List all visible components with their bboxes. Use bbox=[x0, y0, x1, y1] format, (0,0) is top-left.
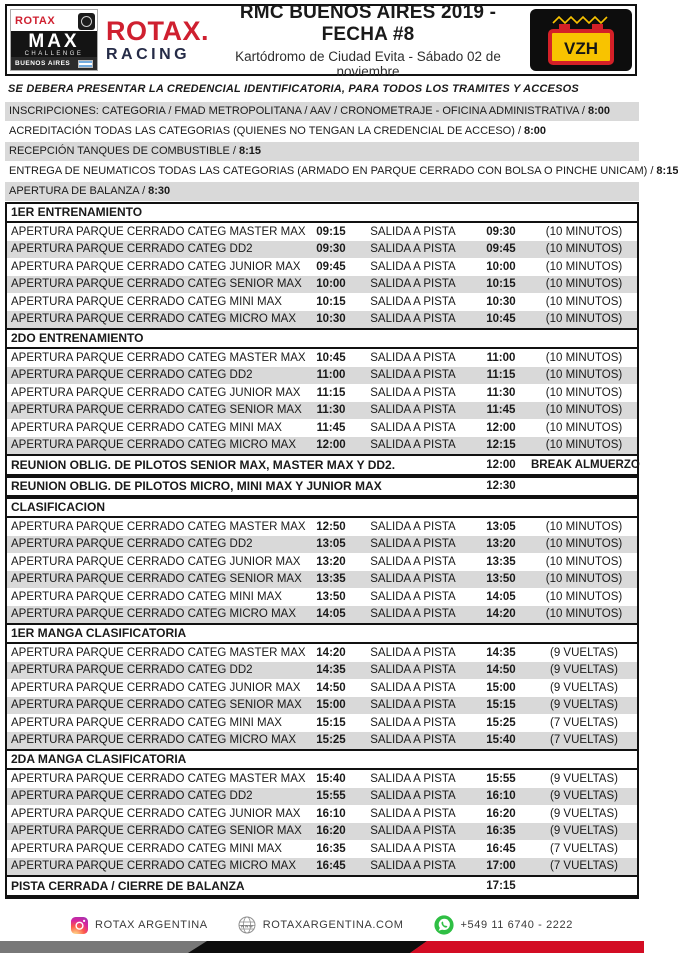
cell-salida: SALIDA A PISTA bbox=[370, 807, 456, 820]
cell-open-time: 09:30 bbox=[316, 243, 346, 256]
cell-salida: SALIDA A PISTA bbox=[370, 825, 456, 838]
cell-label: REUNION OBLIG. DE PILOTOS MICRO, MINI MAX Y JUNIOR MAX bbox=[11, 479, 382, 494]
cell-duration: (9 VUELTAS) bbox=[550, 646, 618, 659]
cell-open-time: 13:35 bbox=[316, 573, 346, 586]
cell-label: APERTURA PARQUE CERRADO CATEG DD2 bbox=[11, 369, 253, 382]
cell-note: BREAK ALMUERZO bbox=[531, 458, 640, 471]
cell-label: APERTURA PARQUE CERRADO CATEG MINI MAX bbox=[11, 421, 282, 434]
preamble-text: INSCRIPCIONES: CATEGORIA / FMAD METROPOLITANA / AAV / CRONOMETRAJE - OFICINA ADMINISTRATIVA / bbox=[9, 105, 585, 117]
cell-open-time: 16:20 bbox=[316, 825, 346, 838]
cell-duration: (10 MINUTOS) bbox=[545, 278, 623, 291]
cell-duration: (7 VUELTAS) bbox=[550, 734, 618, 747]
cell-salida: SALIDA A PISTA bbox=[370, 664, 456, 677]
cell-label: APERTURA PARQUE CERRADO CATEG JUNIOR MAX bbox=[11, 681, 301, 694]
cell-duration: (10 MINUTOS) bbox=[545, 404, 623, 417]
cell-label: APERTURA PARQUE CERRADO CATEG SENIOR MAX bbox=[11, 699, 302, 712]
footer bbox=[0, 911, 644, 939]
logo-max-top bbox=[11, 10, 97, 31]
header bbox=[5, 1, 637, 79]
website-link[interactable] bbox=[238, 916, 404, 934]
cell-open-time: 11:15 bbox=[316, 386, 346, 399]
cell-track-time: 15:00 bbox=[486, 681, 516, 694]
cell-track-time: 09:45 bbox=[486, 243, 516, 256]
cell-open-time: 16:45 bbox=[316, 860, 346, 873]
cell-track-time: 14:50 bbox=[486, 664, 516, 677]
preamble-text: RECEPCIÓN TANQUES DE COMBUSTIBLE / bbox=[9, 145, 236, 157]
schedule-row bbox=[7, 662, 637, 680]
cell-label: APERTURA PARQUE CERRADO CATEG MASTER MAX bbox=[11, 520, 306, 533]
cell-label: APERTURA PARQUE CERRADO CATEG DD2 bbox=[11, 243, 253, 256]
schedule-row bbox=[7, 402, 637, 420]
cell-duration: (10 MINUTOS) bbox=[545, 439, 623, 452]
preamble-list bbox=[5, 102, 678, 202]
schedule-row bbox=[7, 223, 637, 241]
schedule-row bbox=[7, 606, 637, 624]
skull-emblem-icon bbox=[78, 13, 95, 30]
schedule-row bbox=[7, 823, 637, 841]
cell-salida: SALIDA A PISTA bbox=[370, 860, 456, 873]
cell-duration: (10 MINUTOS) bbox=[545, 573, 623, 586]
cell-open-time: 09:45 bbox=[316, 260, 346, 273]
cell-salida: SALIDA A PISTA bbox=[370, 772, 456, 785]
cell-open-time: 15:55 bbox=[316, 790, 346, 803]
preamble-time: 8:15 bbox=[656, 165, 678, 177]
cell-open-time: 14:50 bbox=[316, 681, 346, 694]
schedule-row bbox=[7, 536, 637, 554]
cell-open-time: 14:35 bbox=[316, 664, 346, 677]
cell-duration: (7 VUELTAS) bbox=[550, 716, 618, 729]
cell-open-time: 11:45 bbox=[316, 421, 346, 434]
svg-text:www: www bbox=[240, 923, 253, 929]
cell-duration: (7 VUELTAS) bbox=[550, 860, 618, 873]
cell-label: APERTURA PARQUE CERRADO CATEG JUNIOR MAX bbox=[11, 807, 301, 820]
cell-duration: (10 MINUTOS) bbox=[545, 313, 623, 326]
cell-label: APERTURA PARQUE CERRADO CATEG MINI MAX bbox=[11, 590, 282, 603]
cell-duration: (10 MINUTOS) bbox=[545, 421, 623, 434]
cell-track-time: 16:10 bbox=[486, 790, 516, 803]
cell-duration: (10 MINUTOS) bbox=[545, 538, 623, 551]
instagram-icon bbox=[71, 917, 88, 934]
cell-track-time: 11:00 bbox=[486, 351, 516, 364]
cell-duration: (10 MINUTOS) bbox=[545, 608, 623, 621]
cell-track-time: 16:45 bbox=[486, 842, 516, 855]
cell-duration: (10 MINUTOS) bbox=[545, 555, 623, 568]
cell-label: APERTURA PARQUE CERRADO CATEG SENIOR MAX bbox=[11, 573, 302, 586]
preamble-row bbox=[5, 162, 678, 181]
cell-label: APERTURA PARQUE CERRADO CATEG MINI MAX bbox=[11, 295, 282, 308]
cell-open-time: 16:10 bbox=[316, 807, 346, 820]
cell-track-time: 15:25 bbox=[486, 716, 516, 729]
cell-label: APERTURA PARQUE CERRADO CATEG MICRO MAX bbox=[11, 734, 296, 747]
rotax-max-challenge-logo bbox=[10, 9, 98, 71]
cell-label: APERTURA PARQUE CERRADO CATEG DD2 bbox=[11, 790, 253, 803]
buenos-aires-label: BUENOS AIRES bbox=[15, 60, 71, 67]
cell-label: APERTURA PARQUE CERRADO CATEG MICRO MAX bbox=[11, 313, 296, 326]
cell-open-time: 10:15 bbox=[316, 295, 346, 308]
rotax-racing-logo bbox=[106, 15, 210, 63]
cell-open-time: 14:05 bbox=[316, 608, 346, 621]
schedule-row bbox=[7, 276, 637, 294]
cell-time: 17:15 bbox=[486, 879, 516, 892]
schedule-row bbox=[7, 419, 637, 437]
globe-icon bbox=[238, 916, 256, 934]
cell-salida: SALIDA A PISTA bbox=[370, 243, 456, 256]
cell-track-time: 16:20 bbox=[486, 807, 516, 820]
cell-track-time: 14:20 bbox=[486, 608, 516, 621]
cell-salida: SALIDA A PISTA bbox=[370, 295, 456, 308]
schedule-row bbox=[7, 697, 637, 715]
cell-salida: SALIDA A PISTA bbox=[370, 790, 456, 803]
cell-open-time: 10:45 bbox=[316, 351, 346, 364]
cell-track-time: 10:45 bbox=[486, 313, 516, 326]
cell-track-time: 13:05 bbox=[486, 520, 516, 533]
cell-salida: SALIDA A PISTA bbox=[370, 842, 456, 855]
cell-track-time: 13:50 bbox=[486, 573, 516, 586]
cell-duration: (9 VUELTAS) bbox=[550, 681, 618, 694]
schedule-row bbox=[7, 805, 637, 823]
max-wordmark: MAX bbox=[28, 31, 80, 52]
section-header: CLASIFICACION bbox=[7, 497, 637, 518]
milestone-row bbox=[7, 476, 637, 498]
rotax-racing-top: ROTAX. bbox=[106, 15, 209, 46]
cell-track-time: 09:30 bbox=[486, 225, 516, 238]
cell-track-time: 12:15 bbox=[486, 439, 516, 452]
cell-duration: (10 MINUTOS) bbox=[545, 351, 623, 364]
cell-open-time: 15:40 bbox=[316, 772, 346, 785]
schedule-row bbox=[7, 840, 637, 858]
preamble-time: 8:00 bbox=[587, 105, 610, 117]
cell-open-time: 12:00 bbox=[316, 439, 346, 452]
whatsapp-label: +549 11 6740 - 2222 bbox=[460, 919, 573, 931]
schedule-row bbox=[7, 788, 637, 806]
cell-open-time: 13:05 bbox=[316, 538, 346, 551]
cell-salida: SALIDA A PISTA bbox=[370, 404, 456, 417]
schedule-row bbox=[7, 588, 637, 606]
cell-open-time: 09:15 bbox=[316, 225, 346, 238]
cell-track-time: 11:15 bbox=[486, 369, 516, 382]
cell-duration: (10 MINUTOS) bbox=[545, 225, 623, 238]
cell-track-time: 15:40 bbox=[486, 734, 516, 747]
logo-max-middle bbox=[11, 31, 97, 57]
cell-label: APERTURA PARQUE CERRADO CATEG MICRO MAX bbox=[11, 439, 296, 452]
cell-salida: SALIDA A PISTA bbox=[370, 520, 456, 533]
cell-salida: SALIDA A PISTA bbox=[370, 681, 456, 694]
schedule-row bbox=[7, 644, 637, 662]
rotax-wordmark: ROTAX bbox=[15, 15, 56, 27]
preamble-time: 8:15 bbox=[238, 145, 261, 157]
cell-label: APERTURA PARQUE CERRADO CATEG DD2 bbox=[11, 664, 253, 677]
cell-time: 12:30 bbox=[486, 480, 516, 493]
cell-salida: SALIDA A PISTA bbox=[370, 225, 456, 238]
cell-track-time: 15:15 bbox=[486, 699, 516, 712]
cell-duration: (10 MINUTOS) bbox=[545, 260, 623, 273]
cell-track-time: 16:35 bbox=[486, 825, 516, 838]
cell-salida: SALIDA A PISTA bbox=[370, 734, 456, 747]
cell-label: APERTURA PARQUE CERRADO CATEG MASTER MAX bbox=[11, 351, 306, 364]
cell-track-time: 13:35 bbox=[486, 555, 516, 568]
cell-salida: SALIDA A PISTA bbox=[370, 369, 456, 382]
cell-open-time: 11:30 bbox=[316, 404, 346, 417]
section-header: 2DO ENTRENAMIENTO bbox=[7, 328, 637, 349]
cell-open-time: 13:50 bbox=[316, 590, 346, 603]
cell-open-time: 10:30 bbox=[316, 313, 346, 326]
cell-open-time: 13:20 bbox=[316, 555, 346, 568]
preamble-row bbox=[5, 182, 639, 201]
section-header: 2DA MANGA CLASIFICATORIA bbox=[7, 749, 637, 770]
cell-duration: (10 MINUTOS) bbox=[545, 590, 623, 603]
svg-text:VZH: VZH bbox=[564, 39, 598, 58]
schedule-row bbox=[7, 384, 637, 402]
schedule-row bbox=[7, 437, 637, 455]
schedule-row bbox=[7, 732, 637, 750]
logo-max-bottom bbox=[11, 57, 97, 70]
cell-duration: (9 VUELTAS) bbox=[550, 664, 618, 677]
schedule-row bbox=[7, 241, 637, 259]
cell-duration: (10 MINUTOS) bbox=[545, 520, 623, 533]
schedule-row bbox=[7, 349, 637, 367]
cell-salida: SALIDA A PISTA bbox=[370, 421, 456, 434]
vzh-battery-icon bbox=[535, 12, 627, 68]
schedule-row bbox=[7, 553, 637, 571]
schedule-row bbox=[7, 367, 637, 385]
section-header: 1ER ENTRENAMIENTO bbox=[7, 204, 637, 223]
cell-salida: SALIDA A PISTA bbox=[370, 351, 456, 364]
cell-label: APERTURA PARQUE CERRADO CATEG SENIOR MAX bbox=[11, 278, 302, 291]
cell-label: APERTURA PARQUE CERRADO CATEG MINI MAX bbox=[11, 716, 282, 729]
title-block bbox=[210, 2, 530, 79]
rotax-racing-bottom: RACING bbox=[106, 45, 191, 63]
schedule-row bbox=[7, 518, 637, 536]
preamble-row bbox=[5, 142, 639, 161]
milestone-row bbox=[7, 454, 640, 476]
instagram-link[interactable] bbox=[71, 917, 208, 934]
cell-label: APERTURA PARQUE CERRADO CATEG JUNIOR MAX bbox=[11, 386, 301, 399]
cell-duration: (9 VUELTAS) bbox=[550, 699, 618, 712]
cell-open-time: 15:15 bbox=[316, 716, 346, 729]
cell-open-time: 15:25 bbox=[316, 734, 346, 747]
cell-open-time: 16:35 bbox=[316, 842, 346, 855]
cell-salida: SALIDA A PISTA bbox=[370, 590, 456, 603]
milestone-row bbox=[7, 875, 637, 897]
cell-open-time: 15:00 bbox=[316, 699, 346, 712]
website-label: ROTAXARGENTINA.COM bbox=[262, 919, 404, 931]
cell-label: APERTURA PARQUE CERRADO CATEG MASTER MAX bbox=[11, 772, 306, 785]
schedule-row bbox=[7, 311, 637, 329]
cell-duration: (9 VUELTAS) bbox=[550, 825, 618, 838]
preamble-text: ACREDITACIÓN TODAS LAS CATEGORIAS (QUIENES NO TENGAN LA CREDENCIAL DE ACCESO) / bbox=[9, 125, 522, 137]
cell-track-time: 17:00 bbox=[486, 860, 516, 873]
argentina-flag-icon bbox=[78, 60, 93, 68]
bottom-stripe bbox=[0, 941, 644, 953]
page-subtitle: Kartódromo de Ciudad Evita - Sábado 02 de noviembre bbox=[235, 48, 501, 79]
cell-label: APERTURA PARQUE CERRADO CATEG MASTER MAX bbox=[11, 225, 306, 238]
cell-track-time: 12:00 bbox=[486, 421, 516, 434]
cell-label: APERTURA PARQUE CERRADO CATEG MASTER MAX bbox=[11, 646, 306, 659]
vzh-logo bbox=[530, 9, 632, 71]
cell-label: APERTURA PARQUE CERRADO CATEG MICRO MAX bbox=[11, 860, 296, 873]
schedule-row bbox=[7, 858, 637, 876]
cell-salida: SALIDA A PISTA bbox=[370, 608, 456, 621]
schedule-row bbox=[7, 679, 637, 697]
cell-label: APERTURA PARQUE CERRADO CATEG MINI MAX bbox=[11, 842, 282, 855]
cell-track-time: 14:35 bbox=[486, 646, 516, 659]
whatsapp-link[interactable] bbox=[434, 915, 573, 935]
cell-salida: SALIDA A PISTA bbox=[370, 573, 456, 586]
cell-open-time: 12:50 bbox=[316, 520, 346, 533]
cell-salida: SALIDA A PISTA bbox=[370, 386, 456, 399]
page-title: RMC BUENOS AIRES 2019 - FECHA #8 bbox=[239, 1, 497, 45]
instagram-label: ROTAX ARGENTINA bbox=[95, 919, 208, 931]
cell-duration: (9 VUELTAS) bbox=[550, 790, 618, 803]
cell-label: REUNION OBLIG. DE PILOTOS SENIOR MAX, MASTER MAX Y DD2. bbox=[11, 457, 396, 472]
cell-track-time: 14:05 bbox=[486, 590, 516, 603]
cell-label: APERTURA PARQUE CERRADO CATEG DD2 bbox=[11, 538, 253, 551]
cell-duration: (10 MINUTOS) bbox=[545, 386, 623, 399]
challenge-wordmark: CHALLENGE bbox=[24, 51, 84, 57]
cell-label: APERTURA PARQUE CERRADO CATEG SENIOR MAX bbox=[11, 404, 302, 417]
cell-duration: (10 MINUTOS) bbox=[545, 295, 623, 308]
schedule-row bbox=[7, 571, 637, 589]
cell-salida: SALIDA A PISTA bbox=[370, 555, 456, 568]
cell-duration: (10 MINUTOS) bbox=[545, 369, 623, 382]
cell-open-time: 11:00 bbox=[316, 369, 346, 382]
cell-label: APERTURA PARQUE CERRADO CATEG MICRO MAX bbox=[11, 608, 296, 621]
schedule-row bbox=[7, 714, 637, 732]
preamble-row bbox=[5, 122, 639, 141]
cell-salida: SALIDA A PISTA bbox=[370, 260, 456, 273]
schedule-table bbox=[5, 202, 639, 899]
cell-track-time: 10:00 bbox=[486, 260, 516, 273]
cell-label: PISTA CERRADA / CIERRE DE BALANZA bbox=[11, 878, 245, 893]
schedule-row bbox=[7, 770, 637, 788]
cell-track-time: 11:30 bbox=[486, 386, 516, 399]
cell-salida: SALIDA A PISTA bbox=[370, 699, 456, 712]
preamble-row bbox=[5, 102, 639, 121]
cell-time: 12:00 bbox=[486, 458, 516, 471]
cell-open-time: 14:20 bbox=[316, 646, 346, 659]
cell-salida: SALIDA A PISTA bbox=[370, 439, 456, 452]
section-header: 1ER MANGA CLASIFICATORIA bbox=[7, 623, 637, 644]
cell-salida: SALIDA A PISTA bbox=[370, 278, 456, 291]
cell-open-time: 10:00 bbox=[316, 278, 346, 291]
cell-salida: SALIDA A PISTA bbox=[370, 313, 456, 326]
cell-label: APERTURA PARQUE CERRADO CATEG SENIOR MAX bbox=[11, 825, 302, 838]
cell-track-time: 11:45 bbox=[486, 404, 516, 417]
cell-salida: SALIDA A PISTA bbox=[370, 646, 456, 659]
schedule-row bbox=[7, 293, 637, 311]
cell-label: APERTURA PARQUE CERRADO CATEG JUNIOR MAX bbox=[11, 260, 301, 273]
schedule-row bbox=[7, 258, 637, 276]
preamble-text: APERTURA DE BALANZA / bbox=[9, 185, 146, 197]
cell-salida: SALIDA A PISTA bbox=[370, 538, 456, 551]
cell-duration: (9 VUELTAS) bbox=[550, 807, 618, 820]
preamble-text: ENTREGA DE NEUMATICOS TODAS LAS CATEGORIAS (ARMADO EN PARQUE CERRADO CON BOLSA O PINCHE UNICAM) / bbox=[9, 165, 654, 177]
cell-track-time: 10:30 bbox=[486, 295, 516, 308]
cell-salida: SALIDA A PISTA bbox=[370, 716, 456, 729]
cell-duration: (7 VUELTAS) bbox=[550, 842, 618, 855]
whatsapp-icon bbox=[434, 915, 454, 935]
cell-duration: (10 MINUTOS) bbox=[545, 243, 623, 256]
cell-label: APERTURA PARQUE CERRADO CATEG JUNIOR MAX bbox=[11, 555, 301, 568]
cell-duration: (9 VUELTAS) bbox=[550, 772, 618, 785]
cell-track-time: 15:55 bbox=[486, 772, 516, 785]
preamble-time: 8:00 bbox=[524, 125, 547, 137]
cell-track-time: 13:20 bbox=[486, 538, 516, 551]
cell-track-time: 10:15 bbox=[486, 278, 516, 291]
credential-notice: SE DEBERA PRESENTAR LA CREDENCIAL IDENTIFICATORIA, PARA TODOS LOS TRAMITES Y ACCESOS bbox=[8, 83, 579, 95]
preamble-time: 8:30 bbox=[148, 185, 171, 197]
